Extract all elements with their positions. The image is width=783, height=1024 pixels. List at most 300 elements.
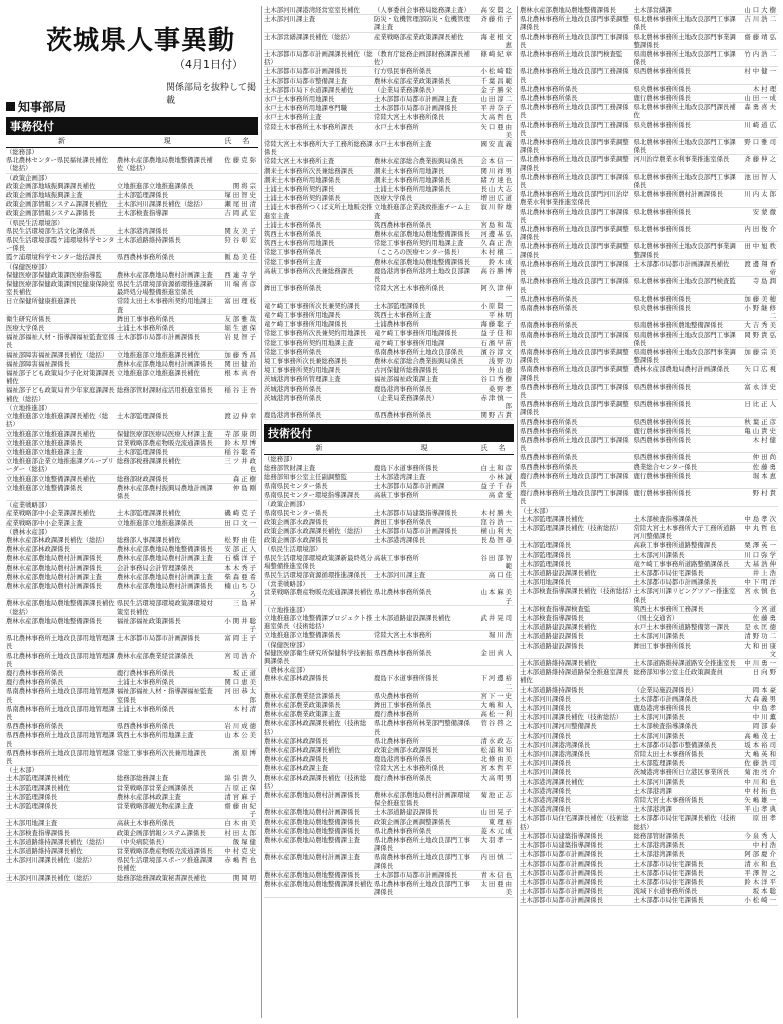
header-name: 氏 名 [224,137,252,145]
table-row [6,315,258,324]
old-position: 鹿行農林事務所係長 [116,668,175,677]
table-row [264,385,514,394]
new-position: 土木部検査指導課係長 [520,614,584,623]
old-position: 産業戦略部産業政策課課長補佐 [374,32,464,41]
old-position: 農林水産部農地局農村計画課主査 [116,572,213,581]
new-position: 県北農林事務所土地改良部門工務課係長 [520,67,629,84]
person-name: 高谷勝博 [480,266,514,275]
table-row [520,832,778,841]
old-position: 潮来土木事務所用地課長 [374,166,445,175]
old-position: 土木部港湾課係長 [633,841,685,850]
new-position: 県南県民センター係長 [264,481,328,490]
old-position: 土木部河川課係長 [633,713,685,722]
old-position: 農林水産部産業政策課係長 [374,76,451,85]
person-name: 松浦和知 [480,746,514,755]
table-row [6,484,258,501]
old-position: 土木部都市局建築指導課係長 [374,508,458,517]
new-position: 農林水産部農地局農村計画課係長 [6,581,102,590]
table-row [520,732,778,741]
old-position: 土木部都市局都市計画課主査 [374,95,458,104]
category-label: （保健医療部） [264,640,309,649]
table-row [264,827,514,836]
new-position: 土木部道路維持課道路保全推進室課長補佐 [520,668,629,685]
person-name: 矢口広視 [744,365,778,374]
old-position: 竜ケ崎工事事務所用地課係長 [374,329,458,338]
new-position: 土木部河川課係長 [520,731,572,740]
person-name: 関岡明 [232,873,258,882]
person-name: 小野継修二 [744,303,778,321]
old-position: （企業局業務課係長） [374,393,438,402]
person-name: 富田理枝 [224,297,258,306]
new-position: 土木部河川課主査 [264,15,316,24]
new-position: 土木部都市局都市計画課係長 [520,887,604,896]
old-position: （教育庁総務企画部財務課課長補佐） [374,50,470,67]
person-name: 石濱早苗 [480,338,514,347]
old-position: 土木部都市局都市計画課課長補佐 [633,259,730,268]
new-position: 常陸大宮土木事務所大子工務所総務課係長 [264,140,373,157]
new-position: 県北農林事務所土地改良部門工事課係長 [520,32,629,49]
new-position: 県北農林事務所土地改良部門検査監 [520,50,623,59]
old-position: 土木部河川課課長補佐（総括） [116,200,207,209]
table-row [6,297,258,314]
old-position: 県西農林事務所係長 [633,382,692,391]
person-name: 菊池正志 [480,791,514,800]
table-row [6,191,258,200]
category-row [6,528,258,536]
person-name: 富永洋史 [744,382,778,391]
new-position: 竜ケ崎工事事務所用地課長 [264,310,341,319]
table-row [264,267,514,284]
old-position: 総務部管財課財産活用推進室係長 [116,386,213,395]
person-name: 高安賢之 [480,6,514,14]
table-row [520,436,778,453]
header-old: 現 [420,444,428,453]
person-name: 平井奈子 [480,104,514,113]
personnel-list [6,148,258,883]
person-name: 渡辺伸幸 [224,412,258,421]
new-position: 福祉部福祉人材・指導課福祉監査室係長 [6,333,115,350]
person-name: 青木信也 [480,870,514,879]
new-position: 県北農林事務所土地改良部門事業調整課係長 [520,242,629,259]
old-position: 土木部検査指導課係長 [633,514,698,523]
table-row [264,411,514,420]
new-position: 土木部道路維持課課長補佐 [6,847,83,856]
table-row [264,357,514,366]
old-position: 水戸土木事務所主査 [374,140,432,149]
new-position: 政策企画部地域振興課課長補佐 [6,181,96,190]
old-position: 県南農林事務所土地改良部門事業調整課係長 [633,347,736,365]
new-position: 土木部検査指導課検査監 [520,604,591,613]
new-position: 土木部河川課課長補佐（技術総括） [520,713,623,722]
person-name: 北條由美 [480,755,514,764]
column-2 [264,6,514,1020]
new-position: 農林水産部林政課係長 [264,736,328,745]
new-position: 常総工事事務所係長 [264,347,322,356]
old-position: 県北農林事務所 [374,736,419,745]
person-name: 安部正人 [224,545,258,554]
category-label: （県民生活環境部） [6,218,64,227]
person-name: 本木秀子 [224,563,258,572]
old-position: 県北農林事務所土地改良部門工事課係長 [374,880,470,897]
new-position: 土木部検査指導課課長補佐（技術総括） [520,587,636,596]
new-position: 立地推進部立地整備課係長 [6,483,83,492]
new-position: 土木部道路建設課課長補佐 [520,569,597,577]
new-position: 霞ケ浦環境科学センター総括課長 [6,253,102,262]
person-name: 池田智人 [744,172,778,181]
person-name: 中下明洋 [744,578,778,587]
person-name: 堀生憲保 [224,324,258,333]
table-row [264,329,514,338]
person-name: 加藤宗美 [744,347,778,356]
person-name: 渡邊翔香帝 [744,259,778,277]
person-name: 白土和彦 [480,463,514,472]
table-row [264,527,514,536]
person-name: 堀川浩 [488,631,514,640]
old-position: 県民生活環境部資源循環推進課新最終処分場整備推進室係長 [116,280,213,297]
person-name: 飯塚健 [232,837,258,846]
table-row [520,208,778,225]
old-position: 県北農林事務所土地改良部門事業調整課係長 [633,242,736,259]
person-name: 大吉秀美 [744,321,778,330]
old-position: 農林水産部農地局農地整備課長補佐（総括） [116,156,213,173]
new-position: 県北農林事務所土地改良部門工事課係長 [520,277,629,294]
person-name: 会本信一 [480,157,514,166]
new-position: 土木部都市局都市計画課係長 [520,859,604,868]
new-position: 農林水産部農地局農地整備課係長 [6,616,102,625]
new-position: 農林水産部農地局農地整備課係長 [264,817,360,826]
old-position: 土木部都市計画課係長 [633,694,698,703]
new-position: 常陸土木事務所土木事務所課長 [264,122,354,131]
old-position: 保健医療部医療局医療人材課主査 [116,429,213,438]
new-position: 土木部河川課係長 [520,704,572,713]
old-position: 土木部港湾課係長 [633,850,685,859]
new-position: 県北農林事務所土地改良部門事業調整課係長 [520,225,629,242]
person-name: 高松一利 [480,710,514,719]
old-position: 土木部監理課係長 [374,301,426,310]
old-position: 県西農林事務所係長 [116,722,175,731]
table-row [520,896,778,905]
table-row [6,369,258,386]
table-row [6,838,258,847]
new-position: 農林水産部農地局農村計画課係長 [264,808,360,817]
new-position: 県北農林事務所土地改良部門工務課係長 [520,120,629,137]
old-position: 土木部河川課係長 [633,550,685,559]
old-position: 営業戦略部営業企画課係長 [116,783,194,792]
new-position: 筑西土木事務所係長 [264,230,322,239]
person-name: 外山徳 [488,366,514,375]
table-row [6,271,258,280]
table-row [264,157,514,166]
old-position: 総務部税務課課長補佐 [116,457,181,466]
table-row [520,277,778,294]
table-row [520,15,778,32]
old-position: 茨城港湾事務所日立港区事業所長 [633,768,730,777]
person-name: 斉藤伸之 [744,155,778,164]
person-name: 原田孝 [752,814,778,823]
new-position: 土木部道路維持課課長補佐（総括） [6,837,109,846]
table-row [264,77,514,86]
old-position: 県北農林事務所農村計画課係長 [633,190,723,199]
person-name: 今泉秀人 [744,831,778,840]
person-name: 木村穣二 [480,248,514,257]
old-position: 県西農林事務所係長 [633,400,692,409]
table-row [520,348,778,365]
person-name: 関川祥男 [480,166,514,175]
category-row [6,404,258,412]
page-title: 茨城県人事異動 [46,26,236,56]
table-row [520,569,778,578]
old-position: （企業局施設課係長） [633,685,698,694]
person-name: 菱木元成 [480,826,514,835]
new-position: 県民生活環境部資源循環推進課係長 [264,570,367,579]
table-row [520,121,778,138]
new-position: 水戸土木事務所用地課専門職 [264,104,348,113]
new-position: 県南農林事務所土地改良部門工事課係長 [520,330,629,347]
old-position: 県央農林事務所係長 [633,84,692,93]
person-name: 富岡圭子 [224,634,258,643]
person-name: 田口文一 [224,518,258,527]
new-position: 産業戦略部中小企業課主査 [6,518,83,527]
new-position: 農林水産部農地局農村計画課係長 [6,554,102,563]
table-row [520,704,778,713]
new-position: 常総工事事務所契約用地課主査 [264,338,354,347]
person-name: 佐藤克弥 [224,156,258,165]
person-name: 内田慎二 [480,853,514,862]
new-position: 鹿行農林事務所係長 [6,668,64,677]
new-position: 土木部都市局都市計画課課長補佐（総括） [264,50,373,67]
category-label: （農林水産部） [6,527,51,536]
person-name: 大嶋英和 [744,750,778,759]
old-position: 土木部監理課係長 [633,759,685,768]
table-row [264,167,514,176]
old-position: 農林水産部総合農業振興局係長 [374,356,464,365]
new-position: 鹿行農林事務所土地改良部門工事課係長 [520,471,629,488]
old-position: 県西農林事務所係長 [374,411,432,420]
table-row [520,787,778,796]
new-position: 土木部河川課係長 [520,768,572,777]
new-position: 土木部監理課課長補佐 [520,514,584,523]
new-position: 土木部港湾課係長 [520,805,572,814]
table-row [520,750,778,759]
old-position: 土木部河川課係長 [633,777,685,786]
square-bullet-icon [6,102,15,111]
new-position: 政策企画部情報システム課課長補佐 [6,200,108,209]
table-row [6,564,258,573]
table-row [6,829,258,838]
old-position: 常総工事事務所契約用地課主査 [374,239,464,248]
new-position: 農林水産部農地局農地整備課主査 [264,836,360,845]
person-name: 寺島潤 [752,277,778,286]
old-position: 土木部監理課係長 [116,412,168,421]
new-position: 土木部営繕課課長補佐（総括） [264,32,354,41]
person-name: 大和田康文 [744,641,778,658]
table-row [6,669,258,678]
person-name: 稲谷圭吾 [224,386,258,395]
category-label: （総務部） [264,455,296,464]
table-row [264,302,514,311]
table-row [264,649,514,666]
person-name: 鈴木成 [488,257,514,266]
table-row [264,473,514,482]
new-position: 農林水産部農業経営課係長 [264,691,341,700]
old-position: 総務部人事課課長補佐 [116,535,181,544]
person-name: 関友美子 [224,226,258,235]
table-row [520,94,778,103]
category-row [264,606,514,614]
person-name: 谷田部智範 [480,553,514,570]
person-name: 野村貴 [752,489,778,498]
person-name: 山田晃子 [480,808,514,817]
old-position: 常陸大宮土木事務所係長 [633,796,704,805]
old-position: 県北農林事務所係長 [633,207,692,216]
new-position: 鹿行農林事務所土地改良部門工事課係長 [520,489,629,506]
old-position: 県西農林事務所係長 [633,435,692,444]
person-name: 亀山貴史 [744,426,778,435]
old-position: 筑西土木事務所工務課長 [633,604,704,613]
table-row [6,430,258,439]
person-name: 高倉愛 [488,491,514,500]
old-position: 県北農林事務所係長 [633,225,692,234]
old-position: 鹿行農林事務所係長 [374,773,432,782]
category-row [264,641,514,649]
table-row [6,599,258,616]
person-name: 友部雅哉 [224,314,258,323]
old-position: 潮来土木事務所用地課係長 [374,175,451,184]
new-position: 境工事事務所次長兼総務課長 [264,356,348,365]
new-position: 農林水産部農地局農地整備課係長 [520,6,616,14]
new-position: 県民生活環境部生活文化課係長 [6,226,96,235]
old-position: 福祉部福祉政策課主査 [374,375,438,384]
table-row [520,551,778,560]
section-heading-tech: 技術役付 [264,424,514,442]
new-position: 農林水産部農地局農地整備課係長 [264,870,360,879]
old-position: 立地推進部立地推進課長補佐 [116,350,200,359]
new-position: 常総工事事務所次長兼契約用地課長 [264,329,367,338]
table-row [6,582,258,599]
person-name: 東理裕 [488,817,514,826]
table-row [264,818,514,827]
person-name: 堀本恵 [752,471,778,480]
old-position: 土木部監理課係長 [116,447,168,456]
new-position: 土木部港湾課係長 [520,796,572,805]
old-position: 常陸大宮土木事務所 [374,631,432,640]
old-position: 土木部都市局都市計画課係長 [116,333,200,342]
new-position: 県西農林事務所土地改良部用地管理課長 [6,748,115,766]
new-position: 土木部監理課課長補佐（技術総括） [520,523,623,532]
table-row [264,311,514,320]
person-name: 宮下一史 [480,691,514,700]
header-old: 現 [163,137,171,145]
table-row [264,614,514,631]
new-position: 県西農林事務所係長 [520,453,578,462]
table-row [520,887,778,896]
old-position: 常総工事事務所次長兼用地課長 [116,748,207,757]
person-name: 大基浩伸 [744,559,778,568]
table-row [520,453,778,462]
header-name: 氏 名 [480,444,508,453]
person-name: 平澤智之 [744,868,778,877]
table-row [520,659,778,668]
person-name: 三ツ井政也 [224,457,258,474]
table-row [264,774,514,791]
table-row [520,814,778,831]
new-position: 日立保健所健康推進課長 [6,297,77,306]
table-row [520,173,778,190]
new-position: 土木部都市局建築指導課係長 [520,841,604,850]
table-row [6,412,258,429]
person-name: 飯島美佳 [224,253,258,262]
person-name: 木村勝夫 [480,508,514,517]
old-position: 高萩工事事務所 [374,491,419,500]
table-row [264,67,514,76]
old-position: 県央農林事務所係長 [633,120,692,129]
header-new: 新 [315,444,323,453]
table-row [6,774,258,783]
effective-date: （4月1日付） [174,58,243,71]
new-position: 福祉部子ども政策局青少年家庭課課長補佐（総括） [6,386,115,403]
new-position: 県北農林事務所土地改良部門事業調整課係長 [520,155,629,172]
table-row [6,209,258,218]
person-name: 矢嶋雄一 [744,796,778,805]
personnel-list [520,6,778,906]
old-position: 県央農林事務所 [374,691,419,700]
table-row [520,383,778,400]
table-row [264,176,514,185]
person-name: 木村理 [752,84,778,93]
old-position: 県北農林事務所林業部門整備課係長 [374,719,470,736]
table-row [6,784,258,793]
old-position: 土木部都市局都市計画課係長 [374,870,458,879]
table-row [6,536,258,545]
old-position: 鹿行農林事務所係長 [633,94,692,103]
old-position: 土木部河川課係長 [633,731,685,740]
table-row [520,605,778,614]
old-position: 県北農林事務所係長 [633,294,692,303]
table-row [520,560,778,569]
table-row [6,227,258,236]
new-position: 土浦土木事務所係長 [264,220,322,229]
person-name: 瀬尾田清 [224,200,258,209]
table-row [6,448,258,457]
table-row [264,764,514,773]
person-name: 宮永慎也 [744,587,778,596]
person-name: 横山利夫 [480,526,514,535]
old-position: 土木部都市局都市計画課 [374,481,445,490]
person-name: 海藤聡子 [480,320,514,329]
table-row [520,400,778,417]
old-position: 土木部道路維持課道路安全推進室長 [633,659,736,668]
table-row [264,113,514,122]
new-position: 農林水産部林政課係長 [264,755,328,764]
new-position: 水戸土木事務所用地課長 [264,95,335,104]
table-row [520,489,778,506]
new-position: 潮来土木事務所用地課係長 [264,175,341,184]
person-name: 長島智尋 [480,536,514,545]
person-name: 大高明男 [480,773,514,782]
new-position: 土木部道路維持課係長 [520,685,584,694]
table-row [6,351,258,360]
table-row [264,95,514,104]
old-position: 県北農林事務所土地改良部門工事課係長 [633,138,736,155]
new-position: 営業戦略部農産物販売流通課課長補佐 [264,588,373,597]
old-position: 土木部都市局都市計画課係長 [374,104,458,113]
person-name: 川内太郎 [744,190,778,199]
person-name: 濱原博 [232,748,258,757]
column-divider [517,6,518,1018]
table-row [264,554,514,571]
old-position: 竜ケ崎工事事務所用地課 [374,338,445,347]
person-name: 千葉昌範 [480,76,514,85]
